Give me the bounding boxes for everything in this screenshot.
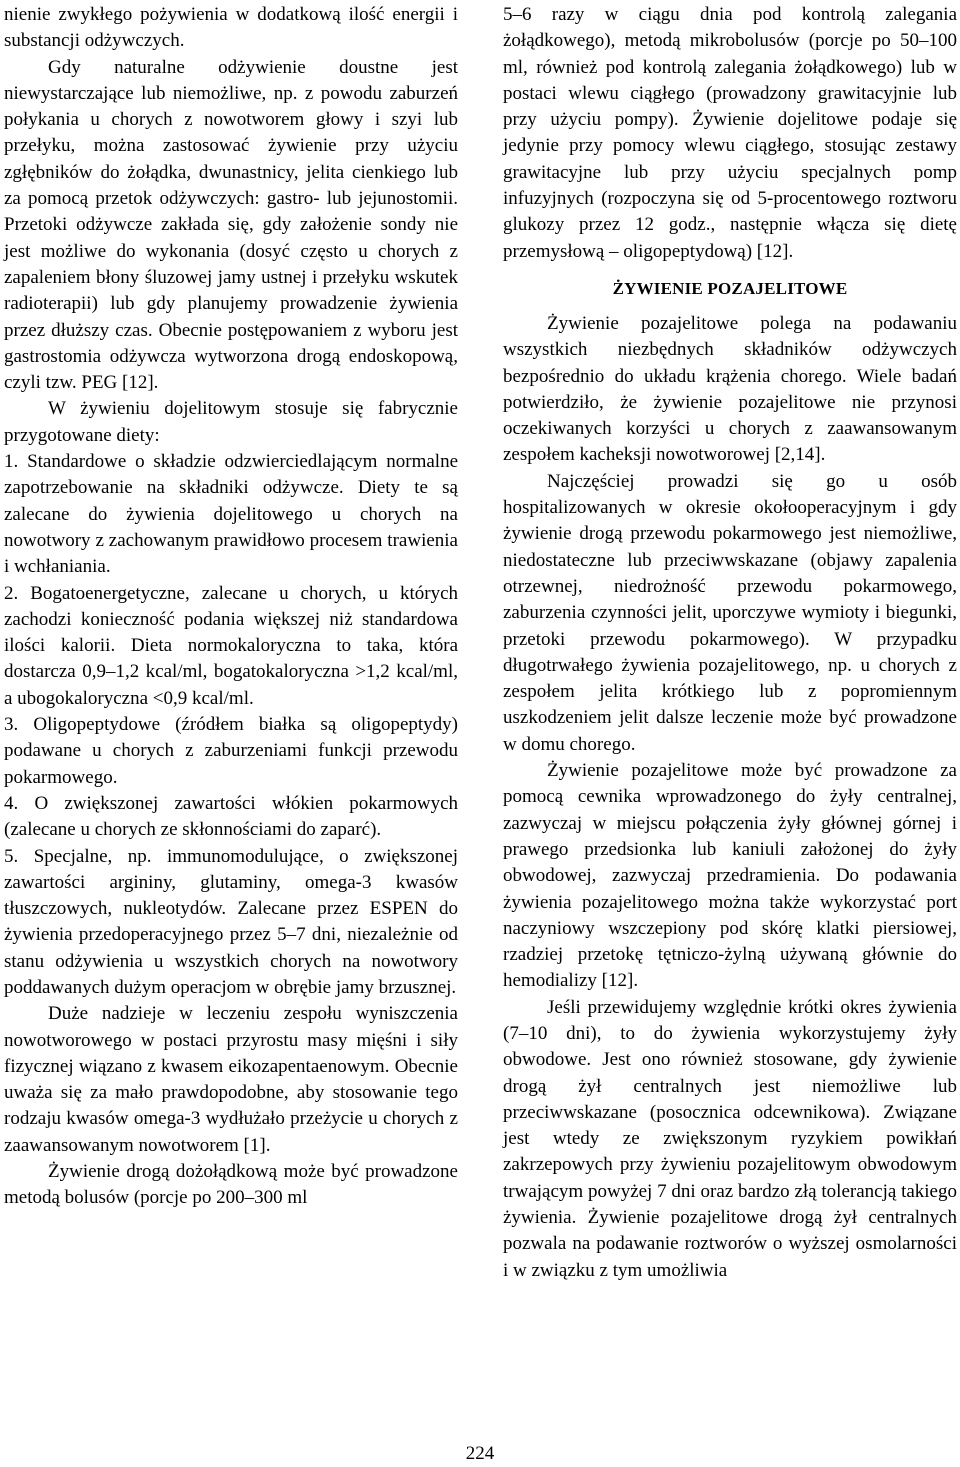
- list-item: 1. Standardowe o składzie odzwierciedlającym normalne zapotrzebowanie na składniki odżywcze. Diety te są zalecane do żywienia dojelitowego u chorych na nowotwory z zachowanym prawidłowo procesem trawienia i wchłaniania.: [4, 451, 458, 578]
- left-column: [4, 2, 458, 1212]
- right-column: [503, 2, 957, 1284]
- list-item: 5. Specjalne, np. immunomodulujące, o zwiększonej zawartości argininy, glutaminy, omega-3 kwasów tłuszczowych, nukleotydów. Zalecane przez ESPEN do żywienia przedoperacyjnego przez 5–7 dni, niezależnie od stanu odżywienia u wszystkich chorych na nowotwory poddawanych dużym operacjom w obrębie jamy brzusznej.: [4, 845, 458, 998]
- paragraph: Gdy naturalne odżywienie doustne jest niewystarczające lub niemożliwe, np. z powodu zaburzeń połykania u chorych z nowotworem głowy i szyi lub przełyku, można zastosować żywienie przy użyciu zgłębników do żołądka, dwunastnicy, jelita cienkiego lub za pomocą przetok odżywczych: gastro- lub jejunostomii. Przetoki odżywcze zakłada się, gdy założenie sondy nie jest możliwe do wykonania (dosyć często u chorych z zapaleniem błony śluzowej jamy ustnej i przełyku wskutek radioterapii) lub gdy planujemy prowadzenie żywienia przez dłuższy czas. Obecnie postępowaniem z wyboru jest gastrostomia odżywcza wytworzona drogą endoskopową, czyli tzw. PEG [12].: [4, 56, 458, 394]
- paragraph: 5–6 razy w ciągu dnia pod kontrolą zalegania żołądkowego), metodą mikrobolusów (porcje po 50–100 ml, również pod kontrolą zalegania żołądkowego) lub w postaci wlewu ciągłego (prowadzony grawitacyjnie lub przy użyciu pompy). Żywienie dojelitowe podaje się jedynie przy pomocy wlewu ciągłego, stosując zestawy grawitacyjne lub przy użyciu specjalnych pomp infuzyjnych (rozpoczyna się od 5-procentowego roztworu glukozy przez 12 godz., następnie włącza się dietę przemysłową – oligopeptydową) [12].: [503, 4, 957, 262]
- paragraph: Żywienie drogą dożołądkową może być prowadzone metodą bolusów (porcje po 200–300 ml: [4, 1161, 458, 1209]
- paragraph: Duże nadzieje w leczeniu zespołu wyniszczenia nowotworowego w postaci przyrostu masy mięśni i siły fizycznej wiązano z kwasem eikozapentaenowym. Obecnie uważa się za mało prawdopodobne, aby stosowanie tego rodzaju kwasów omega-3 wydłużało przeżycie u chorych z zaawansowanym nowotworem [1].: [4, 1003, 458, 1156]
- page-number: 224: [465, 1443, 495, 1464]
- list-item: 3. Oligopeptydowe (źródłem białka są oligopeptydy) podawane u chorych z zaburzeniami funkcji przewodu pokarmowego.: [4, 714, 458, 788]
- paragraph: Żywienie pozajelitowe może być prowadzone za pomocą cewnika wprowadzonego do żyły centralnej, zazwyczaj w miejscu połączenia żyły głównej górnej i prawego przedsionka lub kaniuli założonej do żyły obwodowej, zazwyczaj przedramienia. Do podawania żywienia pozajelitowego można także wykorzystać port naczyniowy wszczepiony pod skórę klatki piersiowej, rzadziej przetokę tętniczo-żylną używaną głównie do hemodializy [12].: [503, 760, 957, 992]
- paragraph: Żywienie pozajelitowe polega na podawaniu wszystkich niezbędnych składników odżywczych bezpośrednio do układu krążenia chorego. Wiele badań potwierdziło, że żywienie pozajelitowe nie przynosi oczekiwanych korzyści u chorych z zaawansowanym zespołem kacheksji nowotworowej [2,14].: [503, 312, 957, 466]
- paragraph: nienie zwykłego pożywienia w dodatkową ilość energii i substancji odżywczych.: [4, 4, 458, 52]
- list-item: 4. O zwiększonej zawartości włókien pokarmowych (zalecane u chorych ze skłonnościami do zaparć).: [4, 792, 458, 841]
- paragraph: W żywieniu dojelitowym stosuje się fabrycznie przygotowane diety:: [4, 398, 458, 446]
- section-heading: ŻYWIENIE POZAJELITOWE: [612, 278, 848, 298]
- list-item: 2. Bogatoenergetyczne, zalecane u chorych, u których zachodzi konieczność podania większej niż standardowa ilości kalorii. Dieta normokaloryczna to taka, która dostarcza 0,9–1,2 kcal/ml, bogatokaloryczna >1,2 kcal/ml, a ubogokaloryczna <0,9 kcal/ml.: [4, 582, 458, 709]
- paragraph: Jeśli przewidujemy względnie krótki okres żywienia (7–10 dni), to do żywienia wykorzystujemy żyły obwodowe. Jest ono również stosowane, gdy żywienie drogą żył centralnych jest niemożliwe lub przeciwwskazane (posocznica odcewnikowa). Związane jest wtedy ze zwiększonym ryzykiem powikłań zakrzepowych przy żywieniu pozajelitowym obwodowym trwającym powyżej 7 dni oraz bardzo złą tolerancją takiego żywienia. Żywienie pozajelitowe drogą żył centralnych pozwala na podawanie roztworów o wyższej osmolarności i w związku z tym umożliwia: [503, 996, 957, 1281]
- paragraph: Najczęściej prowadzi się go u osób hospitalizowanych w okresie okołooperacyjnym i gdy żywienie drogą przewodu pokarmowego jest niemożliwe, niedostateczne lub przeciwwskazane (objawy zapalenia otrzewnej, niedrożność przewodu pokarmowego, zaburzenia czynności jelit, uporczywe wymioty i biegunki, przetoki przewodu pokarmowego). W przypadku długotrwałego żywienia pozajelitowego, np. u chorych z zespołem jelita krótkiego lub z popromiennym uszkodzeniem jelit dalsze leczenie może być prowadzone w domu chorego.: [503, 470, 957, 755]
